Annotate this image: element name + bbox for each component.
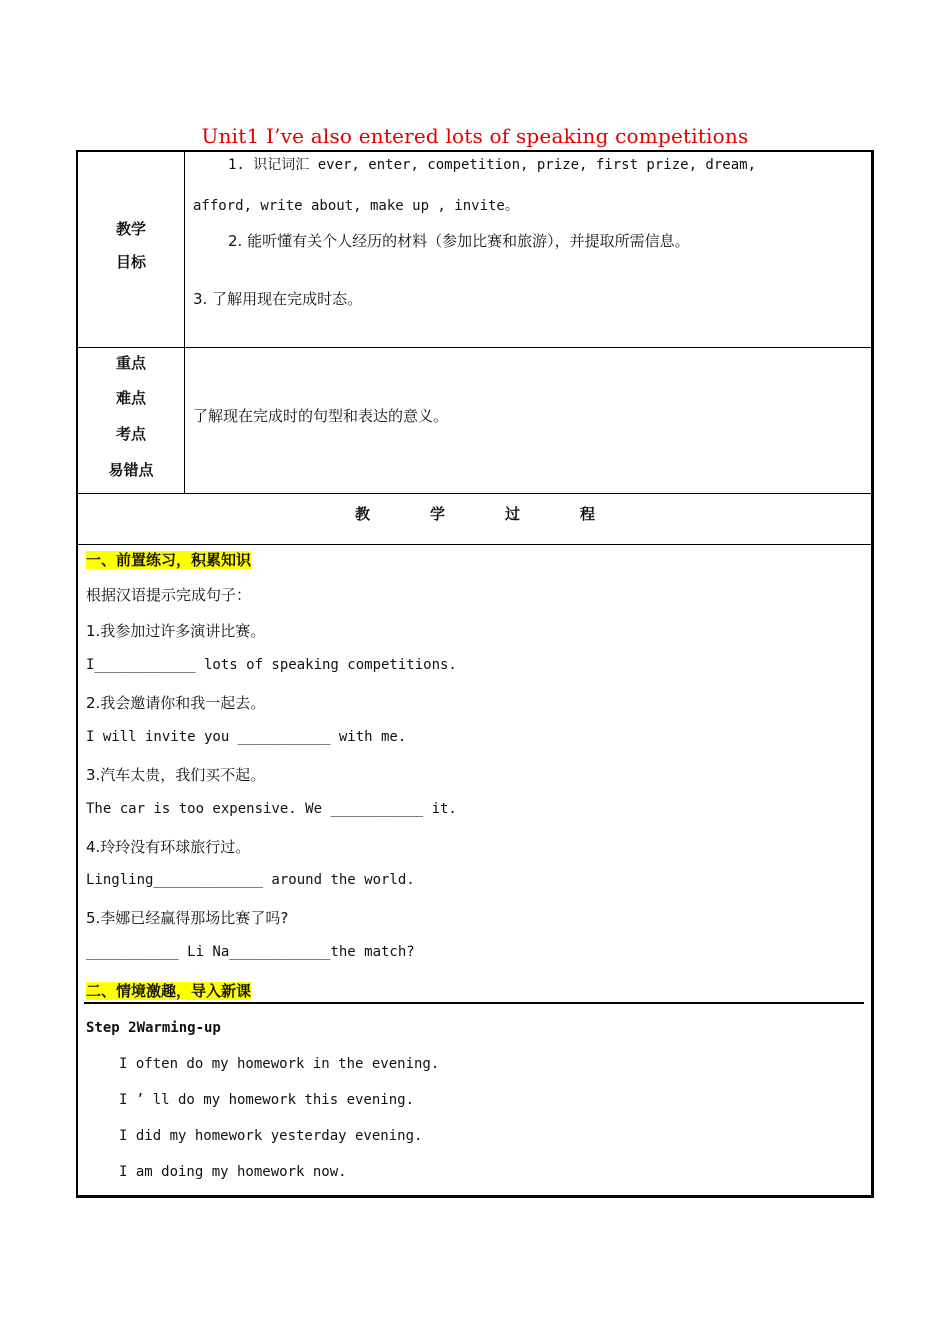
objective-item-1-line2: afford, write about, make up , invite。 [193, 198, 519, 214]
keypoint-label-1: 重点 [115, 354, 146, 372]
warmup-sentence-1: I often do my homework in the evening. [119, 1056, 440, 1072]
warmup-sentence-2: I ’ ll do my homework this evening. [119, 1092, 415, 1108]
row-divider-keypoints [77, 493, 873, 494]
objective-item-2: 2. 能听懂有关个人经历的材料（参加比赛和旅游），并提取所需信息。 [228, 232, 690, 250]
objectives-label-line1: 教学 [115, 220, 146, 238]
process-header-char-3: 过 [505, 505, 521, 523]
keypoint-label-3: 考点 [115, 425, 146, 443]
objective-item-1-line1: 1. 识记词汇 ever, enter, competition, prize, first prize, dream, [228, 157, 757, 173]
exercise-2-english: I will invite you ___________ with me. [86, 729, 407, 745]
exercise-4-english: Lingling_____________ around the world. [86, 872, 415, 888]
exercise-1-chinese: 1.我参加过许多演讲比赛。 [86, 622, 266, 640]
process-header-char-4: 程 [580, 505, 596, 523]
keypoint-content: 了解现在完成时的句型和表达的意义。 [193, 407, 449, 425]
section1-instruction: 根据汉语提示完成句子： [86, 586, 252, 604]
exercise-5-chinese: 5.李娜已经赢得那场比赛了吗? [86, 909, 289, 927]
objective-item-3: 3. 了解用现在完成时态。 [193, 290, 363, 308]
section2-heading: 二、情境激趣，导入新课 [86, 982, 252, 1000]
keypoint-label-2: 难点 [115, 389, 146, 407]
objectives-label-line2: 目标 [115, 253, 146, 271]
exercise-3-english: The car is too expensive. We ___________ it. [86, 801, 457, 817]
step-title: Step 2Warming-up [86, 1020, 221, 1036]
row-divider-process [77, 544, 873, 545]
exercise-1-english: I____________ lots of speaking competitions. [86, 657, 457, 673]
warmup-sentence-3: I did my homework yesterday evening. [119, 1128, 423, 1144]
keypoint-label-4: 易错点 [108, 461, 154, 479]
process-header-char-1: 教 [355, 505, 371, 523]
section1-heading: 一、前置练习，积累知识 [86, 551, 252, 569]
warmup-sentence-4: I am doing my homework now. [119, 1164, 347, 1180]
row-divider-objectives [77, 347, 873, 348]
exercise-2-chinese: 2.我会邀请你和我一起去。 [86, 694, 266, 712]
section2-heading-wrap [86, 980, 251, 1001]
section1-heading-wrap [86, 549, 251, 570]
page-title: Unit1 I’ve also entered lots of speaking competitions [201, 124, 749, 148]
exercise-3-chinese: 3.汽车太贵，我们买不起。 [86, 766, 266, 784]
process-header-char-2: 学 [430, 505, 446, 523]
section2-divider [84, 1002, 864, 1004]
exercise-4-chinese: 4.玲玲没有环球旅行过。 [86, 838, 251, 856]
exercise-5-english: ___________ Li Na____________the match? [86, 944, 415, 960]
